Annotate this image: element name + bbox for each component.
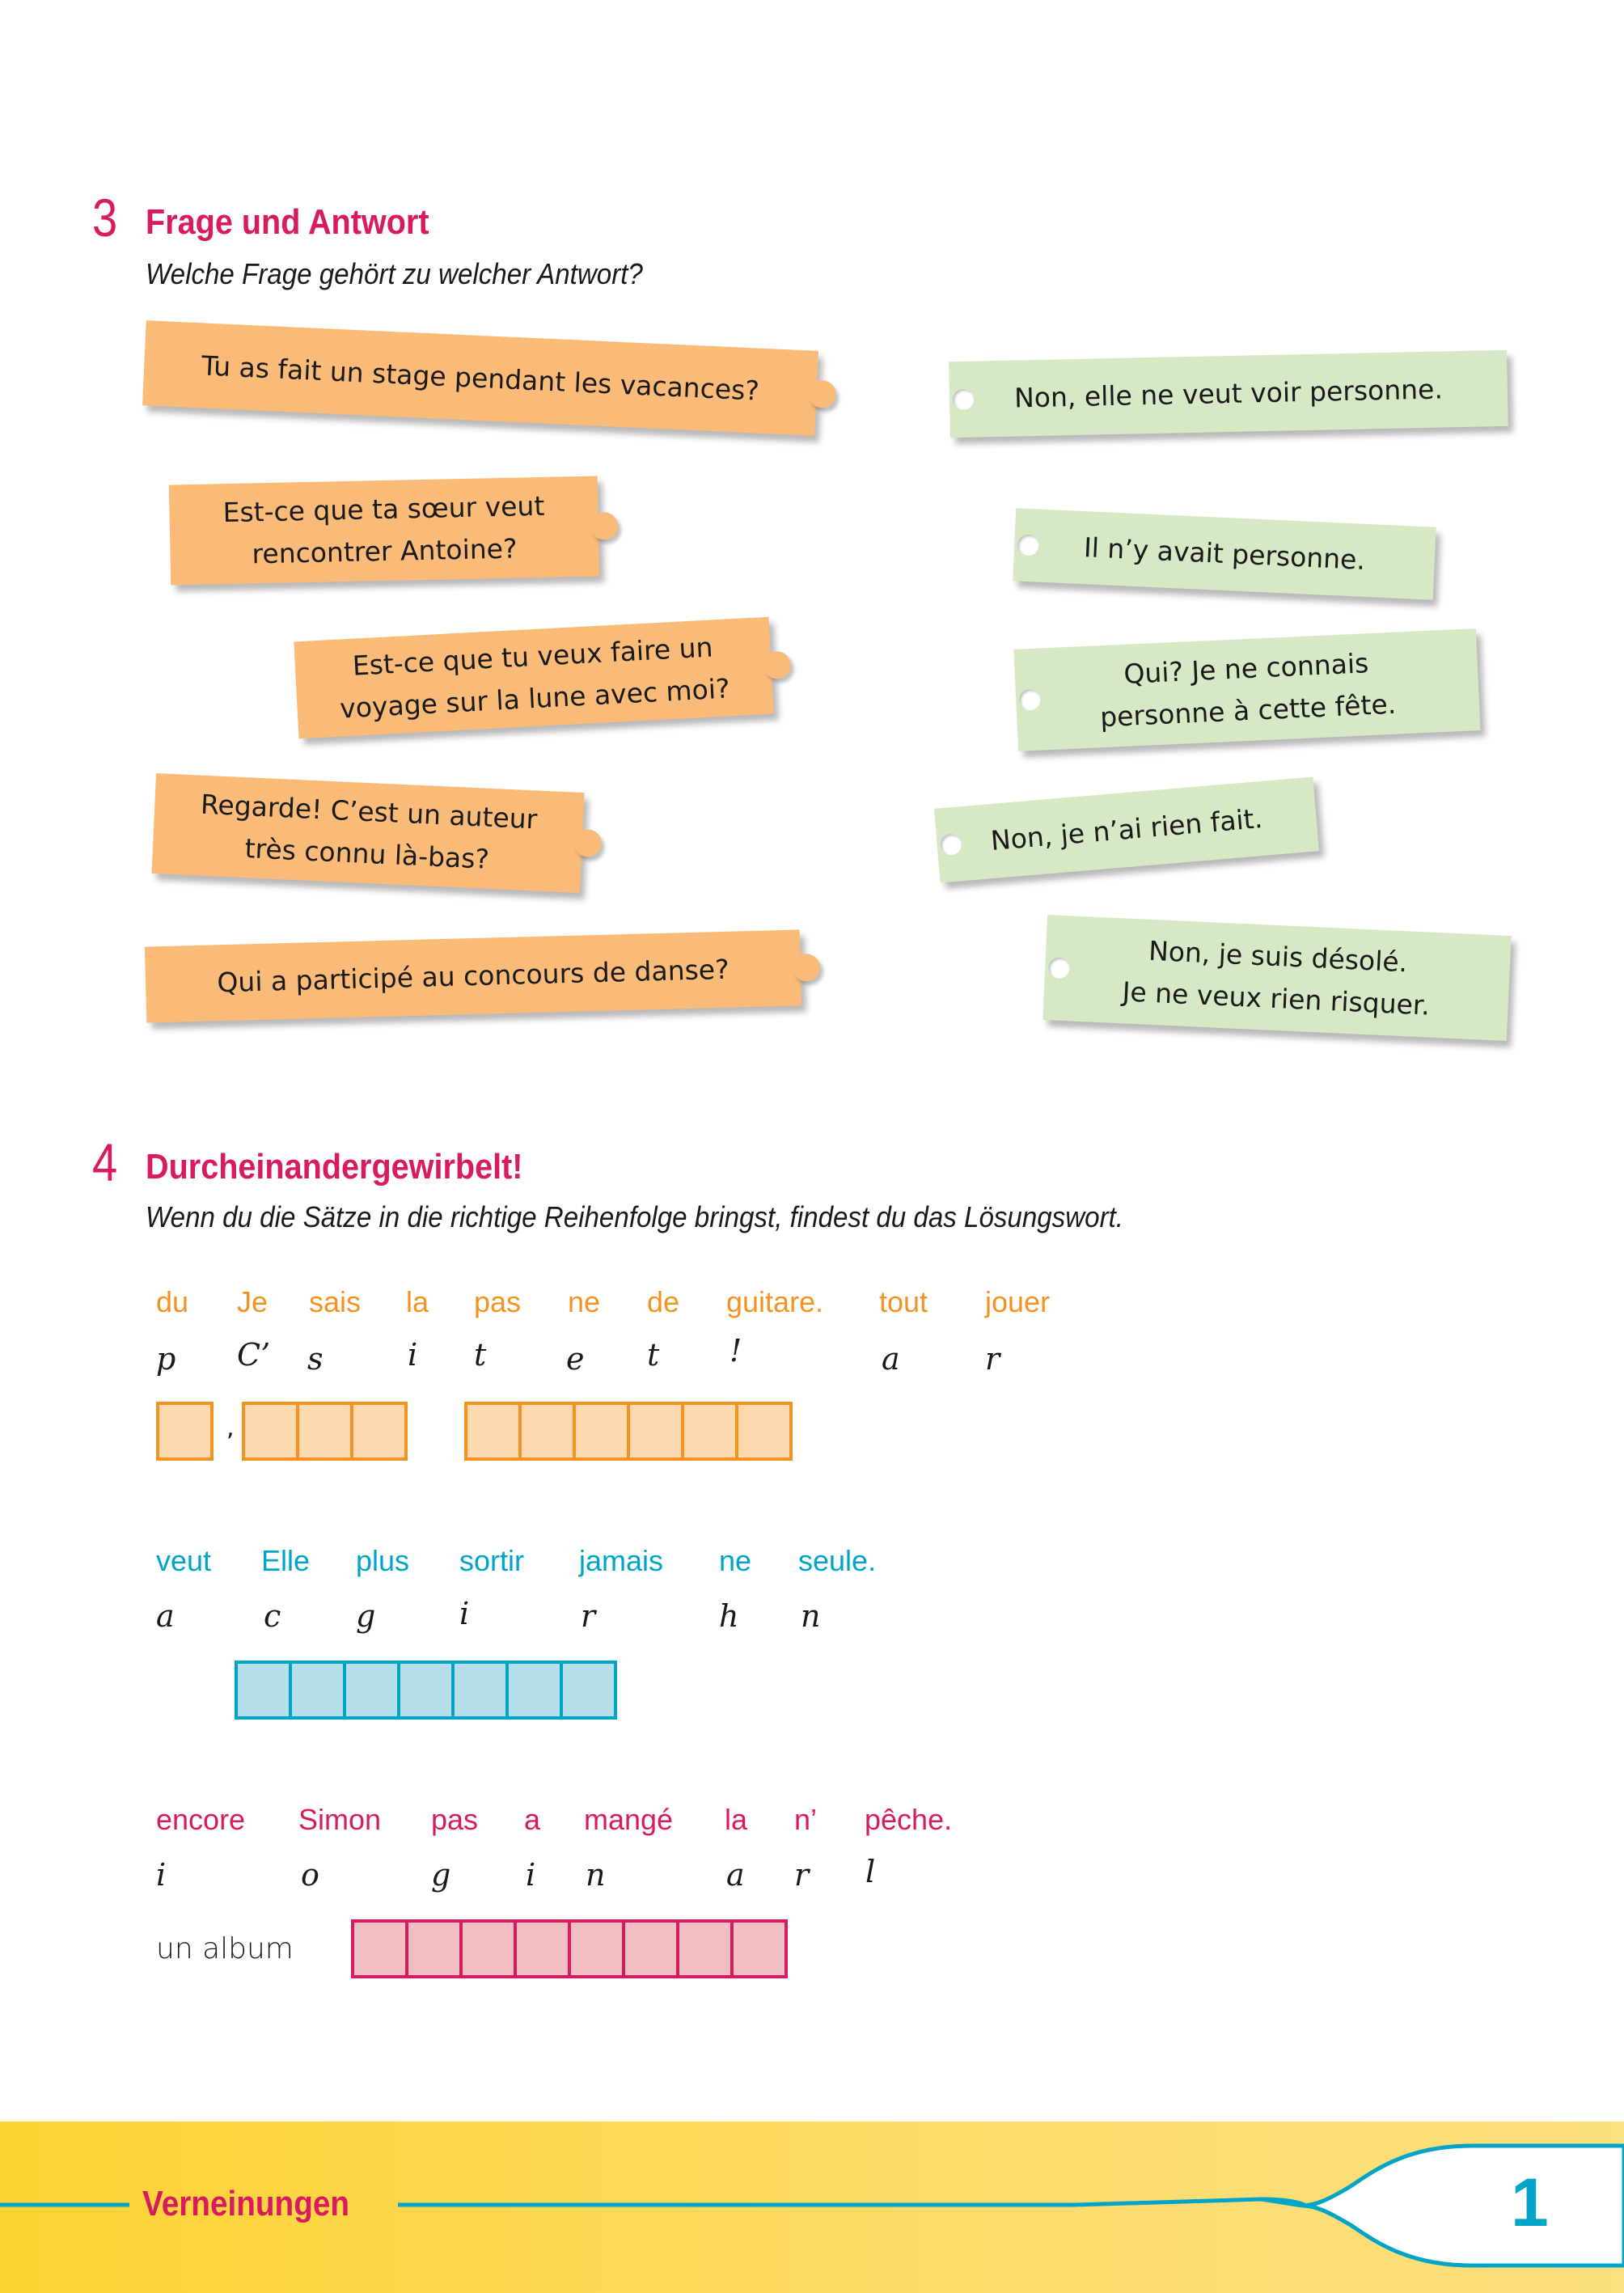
letter-token: g — [356, 1598, 376, 1634]
word-token: du — [156, 1285, 189, 1318]
hole-icon — [1048, 957, 1070, 979]
letter-box[interactable] — [464, 1402, 522, 1461]
letter-box[interactable] — [681, 1402, 738, 1461]
letter-box[interactable] — [343, 1661, 400, 1720]
answer-boxes-group — [351, 1919, 788, 1978]
word-token: plus — [356, 1544, 410, 1577]
word-token: Elle — [261, 1544, 311, 1577]
letter-token: i — [156, 1857, 167, 1893]
answer-boxes-group — [156, 1402, 214, 1461]
answer-text: Non, je n’ai rien fait. — [989, 802, 1264, 857]
hole-icon — [953, 389, 975, 411]
answer-boxes-group — [464, 1402, 793, 1461]
answer-text: Non, je suis désolé. Je ne veux rien risquer. — [1121, 934, 1431, 1022]
letter-token: n — [586, 1857, 606, 1893]
word-token: de — [647, 1285, 680, 1318]
letter-box[interactable] — [560, 1661, 617, 1720]
exercise-4-instruction: Wenn du die Sätze in die richtige Reihenfolge bringst, findest du das Lösungswort. — [146, 1200, 1124, 1233]
question-text: Est-ce que ta sœur veut rencontrer Antoine? — [222, 489, 545, 570]
chapter-title: Verneinungen — [142, 2184, 350, 2223]
letter-token: i — [526, 1857, 536, 1893]
letter-token: a — [882, 1341, 900, 1377]
question-text: Tu as fait un stage pendant les vacances? — [201, 349, 760, 407]
question-card-2[interactable] — [169, 476, 599, 585]
letter-token: r — [985, 1341, 1000, 1377]
letter-token: e — [566, 1341, 585, 1377]
question-text: Est-ce que tu veux faire un voyage sur la lune avec moi? — [339, 631, 731, 725]
question-text: Qui a participé au concours de danse? — [216, 953, 730, 999]
letter-token: h — [719, 1598, 739, 1634]
letter-box[interactable] — [735, 1402, 793, 1461]
letter-box[interactable] — [518, 1402, 576, 1461]
letter-token: r — [794, 1857, 810, 1893]
exercise-4-title: Durcheinandergewirbelt! — [146, 1147, 523, 1187]
letter-box[interactable] — [397, 1661, 455, 1720]
answer-boxes-group — [235, 1661, 617, 1720]
letter-token: r — [581, 1598, 596, 1634]
answer-card-4[interactable] — [934, 776, 1319, 882]
letter-token: s — [307, 1341, 324, 1377]
puzzle-knob-icon — [808, 379, 837, 408]
word-token: la — [406, 1285, 429, 1318]
word-token: n’ — [794, 1803, 818, 1836]
answer-text: Non, elle ne veut voir personne. — [1013, 373, 1444, 414]
answer-card-5[interactable] — [1042, 915, 1511, 1041]
answer-text: Il n’y avait personne. — [1083, 531, 1366, 576]
letter-box[interactable] — [730, 1919, 788, 1978]
word-token: guitare. — [726, 1285, 824, 1318]
word-token: pas — [431, 1803, 479, 1836]
letter-box[interactable] — [514, 1919, 571, 1978]
letter-box[interactable] — [296, 1402, 353, 1461]
letter-box[interactable] — [568, 1919, 625, 1978]
word-token: sortir — [459, 1544, 524, 1577]
question-card-5[interactable] — [145, 929, 801, 1022]
word-token: veut — [156, 1544, 212, 1577]
answer-text: Qui? Je ne connais personne à cette fête. — [1099, 647, 1398, 734]
answer-boxes-group — [242, 1402, 408, 1461]
letter-box[interactable] — [676, 1919, 734, 1978]
letter-box[interactable] — [351, 1919, 408, 1978]
question-text: Regarde! C’est un auteur très connu là-bas? — [200, 788, 539, 875]
letter-box[interactable] — [627, 1402, 684, 1461]
word-token: ne — [719, 1544, 752, 1577]
letter-token: t — [474, 1337, 487, 1373]
letter-box[interactable] — [156, 1402, 214, 1461]
question-card-1[interactable] — [142, 320, 818, 436]
apostrophe-separator: , — [226, 1414, 235, 1442]
letter-box[interactable] — [242, 1402, 299, 1461]
word-token: sais — [309, 1285, 362, 1318]
letter-token: n — [801, 1598, 821, 1634]
word-token: a — [524, 1803, 541, 1836]
letter-box[interactable] — [451, 1661, 509, 1720]
letter-token: a — [156, 1598, 175, 1634]
page-number: 1 — [1511, 2164, 1549, 2240]
letter-token: i — [459, 1596, 470, 1631]
letter-token: C’ — [237, 1337, 271, 1373]
letter-token: o — [301, 1857, 319, 1893]
exercise-3-instruction: Welche Frage gehört zu welcher Antwort? — [146, 257, 643, 290]
letter-box[interactable] — [459, 1919, 517, 1978]
word-token: tout — [879, 1285, 928, 1318]
answer-card-1[interactable] — [949, 350, 1508, 438]
letter-box[interactable] — [350, 1402, 408, 1461]
word-token: mangé — [584, 1803, 674, 1836]
letter-token: p — [156, 1341, 176, 1377]
letter-box[interactable] — [405, 1919, 463, 1978]
word-token: jouer — [985, 1285, 1051, 1318]
letter-box[interactable] — [622, 1919, 679, 1978]
word-token: jamais — [579, 1544, 664, 1577]
exercise-3-number: 3 — [92, 188, 118, 247]
letter-token: g — [431, 1857, 451, 1893]
word-token: ne — [568, 1285, 601, 1318]
letter-box[interactable] — [289, 1661, 346, 1720]
puzzle-knob-icon — [573, 829, 603, 858]
word-token: la — [725, 1803, 748, 1836]
puzzle-knob-icon — [590, 512, 619, 540]
hole-icon — [1017, 534, 1039, 556]
letter-token: t — [647, 1337, 660, 1373]
word-token: Simon — [298, 1803, 382, 1836]
question-card-4[interactable] — [151, 773, 584, 893]
word-token: encore — [156, 1803, 246, 1836]
word-token: pas — [474, 1285, 522, 1318]
question-card-3[interactable] — [294, 617, 773, 739]
letter-box[interactable] — [235, 1661, 292, 1720]
exercise-3-title: Frage und Antwort — [146, 202, 429, 242]
letter-token: c — [264, 1598, 281, 1634]
letter-token: i — [408, 1337, 418, 1373]
word-token: pêche. — [865, 1803, 953, 1836]
word-token: Je — [237, 1285, 269, 1318]
letter-token: l — [865, 1854, 876, 1889]
answer-card-2[interactable] — [1013, 508, 1436, 599]
letter-box[interactable] — [505, 1661, 563, 1720]
solution-prefix: un album — [156, 1932, 294, 1965]
letter-token: ! — [730, 1333, 742, 1369]
puzzle-knob-icon — [792, 954, 820, 982]
hole-icon — [940, 833, 962, 856]
exercise-4-number: 4 — [92, 1132, 118, 1192]
answer-card-3[interactable] — [1013, 628, 1480, 751]
puzzle-knob-icon — [763, 650, 792, 679]
letter-token: a — [726, 1857, 745, 1893]
word-token: seule. — [798, 1544, 877, 1577]
hole-icon — [1019, 689, 1041, 711]
letter-box[interactable] — [573, 1402, 630, 1461]
